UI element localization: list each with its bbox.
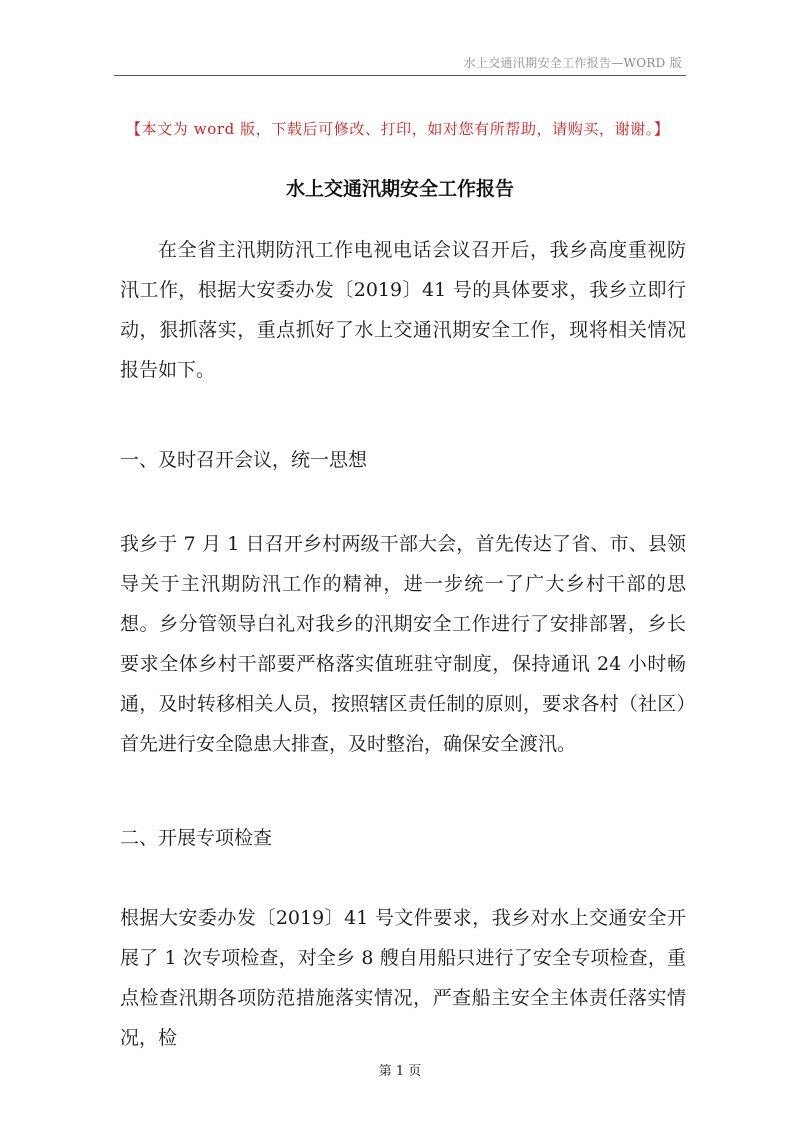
section-heading-1: 一、及时召开会议，统一思想 — [120, 449, 368, 471]
section-1-paragraph: 我乡于 7 月 1 日召开乡村两级干部大会，首先传达了省、市、县领导关于主汛期防汛工作的精神，进一步统一了广大乡村干部的思想。乡分管领导白礼对我乡的汛期安全工作进行了安排部署，乡长要求全体乡村干部要严格落实值班驻守制度，保持通讯 24 小时畅通，及时转移相关人员，按照辖区责任制的原则，要求各村（社区）首先进行安全隐患大排查，及时整治，确保安全渡汛。 — [120, 533, 686, 755]
section-2-paragraph: 根据大安委办发〔2019〕41 号文件要求，我乡对水上交通安全开展了 1 次专项检查，对全乡 8 艘自用船只进行了安全专项检查，重点检查汛期各项防范措施落实情况，严查船主安全主体责任落实情况，检 — [120, 907, 686, 1049]
intro-paragraph: 在全省主汛期防汛工作电视电话会议召开后，我乡高度重视防汛工作，根据大安委办发〔2019〕41 号的具体要求，我乡立即行动，狠抓落实，重点抓好了水上交通汛期安全工作，现将相关情况报告如下。 — [120, 239, 686, 381]
purchase-notice: 【本文为 word 版，下载后可修改、打印，如对您有所帮助，请购买，谢谢。】 — [126, 120, 670, 138]
page-number: 第 1 页 — [378, 1064, 422, 1079]
document-title: 水上交通汛期安全工作报告 — [285, 178, 514, 200]
header-divider — [114, 75, 686, 76]
section-heading-2: 二、开展专项检查 — [120, 827, 273, 849]
running-header: 水上交通汛期安全工作报告—WORD 版 — [463, 56, 682, 70]
